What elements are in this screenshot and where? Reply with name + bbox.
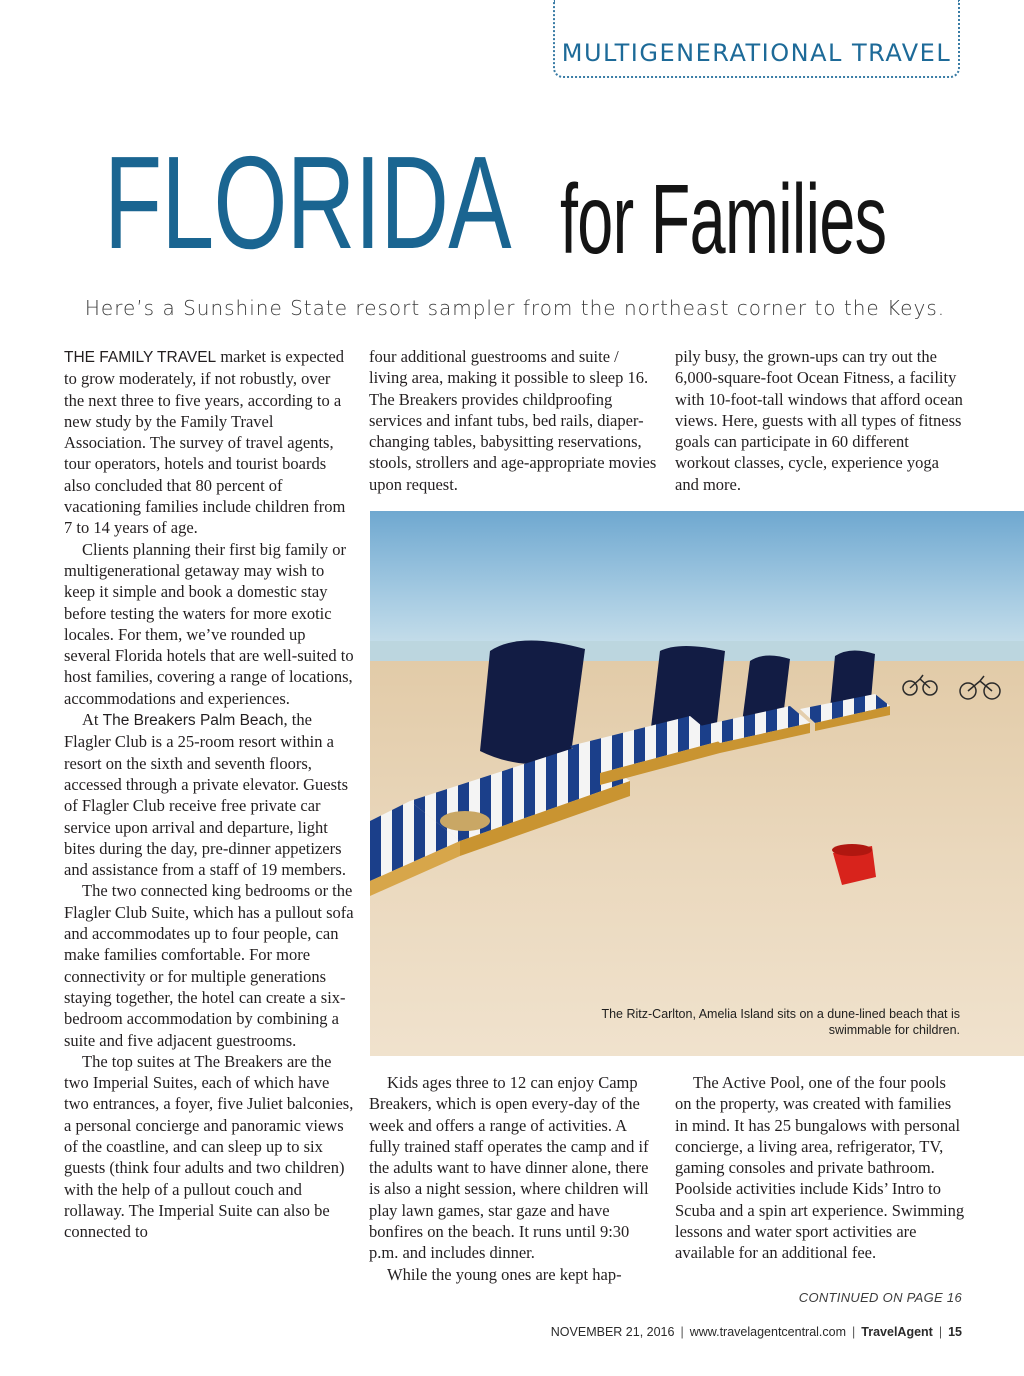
photo-caption: The Ritz-Carlton, Amelia Island sits on a dune-lined beach that is swimmable for children.	[601, 1007, 960, 1037]
section-tag	[553, 0, 960, 78]
paragraph: The top suites at The Breakers are the two Imperial Suites, each of which have two entrances, a foyer, five Juliet balconies, a personal concierge and panoramic views of the coastline, and can sleep up to six guests (think four adults and two children) with the help of a pullout couch and rollaway. The Imperial Suite can also be connected to	[64, 1051, 354, 1242]
website-link[interactable]: www.travelagentcentral.com	[689, 1325, 847, 1339]
deck-subtitle: Here’s a Sunshine State resort sampler from the northeast corner to the Keys.	[84, 296, 946, 320]
paragraph: At The Breakers Palm Beach, the Flagler Club is a 25-room resort within a resort on the sixth and seventh floors, accessed through a private elevator. Guests of Flagler Club receive free private car service upon arrival and departure, light bites during the day, pre-dinner appetizers and assistance from a staff of 19 members.	[64, 710, 349, 880]
continued-note: CONTINUED ON PAGE 16	[798, 1290, 962, 1305]
headline	[104, 128, 964, 288]
beach-cabana-photo	[370, 511, 1024, 1056]
paragraph: The Active Pool, one of the four pools on the property, was created with families in mind. It has 25 bungalows with personal concierge, a living area, refrigerator, TV, gaming consoles and private bathroom. Poolside activities include Kids’ Intro to Scuba and a spin art experience. Swimming lessons and water sport activities are available for an additional fee.	[675, 1073, 965, 1263]
hotel-name: The Breakers Palm Beach	[102, 712, 284, 730]
column-3-top	[675, 346, 965, 495]
column-2-top	[369, 346, 659, 495]
paragraph: Clients planning their first big family or multigenerational getaway may wish to keep it simple and book a domestic stay before testing the waters for more exotic locales. For them, we’ve rounded up several Florida hotels that are well-suited to host families, covering a range of locations, accommodations and experiences.	[64, 539, 354, 708]
column-3-bottom	[675, 1072, 965, 1264]
paragraph: The two connected king bedrooms or the Flagler Club Suite, which has a pullout sofa and accommodates up to four people, can make families comfortable. For more connectivity or for multiple generations staying together, the hotel can create a six-bedroom accommodation by combining a suite and five adjacent guestrooms.	[64, 881, 354, 1050]
page-number: 15	[948, 1325, 962, 1339]
page-footer: NOVEMBER 21, 2016 | www.travelagentcentral.com | TravelAgent | 15	[550, 1325, 962, 1339]
lead-in: THE FAMILY TRAVEL	[64, 349, 217, 366]
issue-date: NOVEMBER 21, 2016	[550, 1325, 675, 1339]
section-tag-label: MULTIGENERATIONAL TRAVEL	[561, 39, 952, 67]
headline-main: FLORIDA	[104, 129, 511, 276]
column-2-bottom	[369, 1072, 659, 1285]
paragraph: four additional guestrooms and suite / living area, making it possible to sleep 16. The Breakers provides childproofing services and infant tubs, bed rails, diaper-changing tables, babysitting reservations, stools, strollers and age-appropriate movies upon request.	[369, 347, 657, 494]
paragraph: THE FAMILY TRAVEL market is expected to grow moderately, if not robustly, over the next three to five years, according to a new study by the Family Travel Association. The survey of travel agents, tour operators, hotels and tourist boards also concluded that 80 percent of vacationing families include children from 7 to 14 years of age.	[64, 347, 346, 538]
paragraph: Kids ages three to 12 can enjoy Camp Breakers, which is open every-day of the week and offers a range of activities. A fully trained staff operates the camp and if the adults want to have dinner alone, there is also a night session, where children will play lawn games, star gaze and have bonfires on the beach. It runs until 9:30 p.m. and includes dinner.	[369, 1073, 649, 1263]
paragraph: pily busy, the grown-ups can try out the 6,000-square-foot Ocean Fitness, a facility with 10-foot-tall windows that afford ocean views. Here, guests with all types of fitness goals can participate in 60 different workout classes, cycle, experience yoga and more.	[675, 347, 963, 494]
paragraph: While the young ones are kept hap-	[387, 1264, 622, 1284]
column-1	[64, 346, 354, 1242]
headline-rest: for Families	[560, 164, 887, 274]
magazine-brand: TravelAgent	[861, 1325, 933, 1339]
